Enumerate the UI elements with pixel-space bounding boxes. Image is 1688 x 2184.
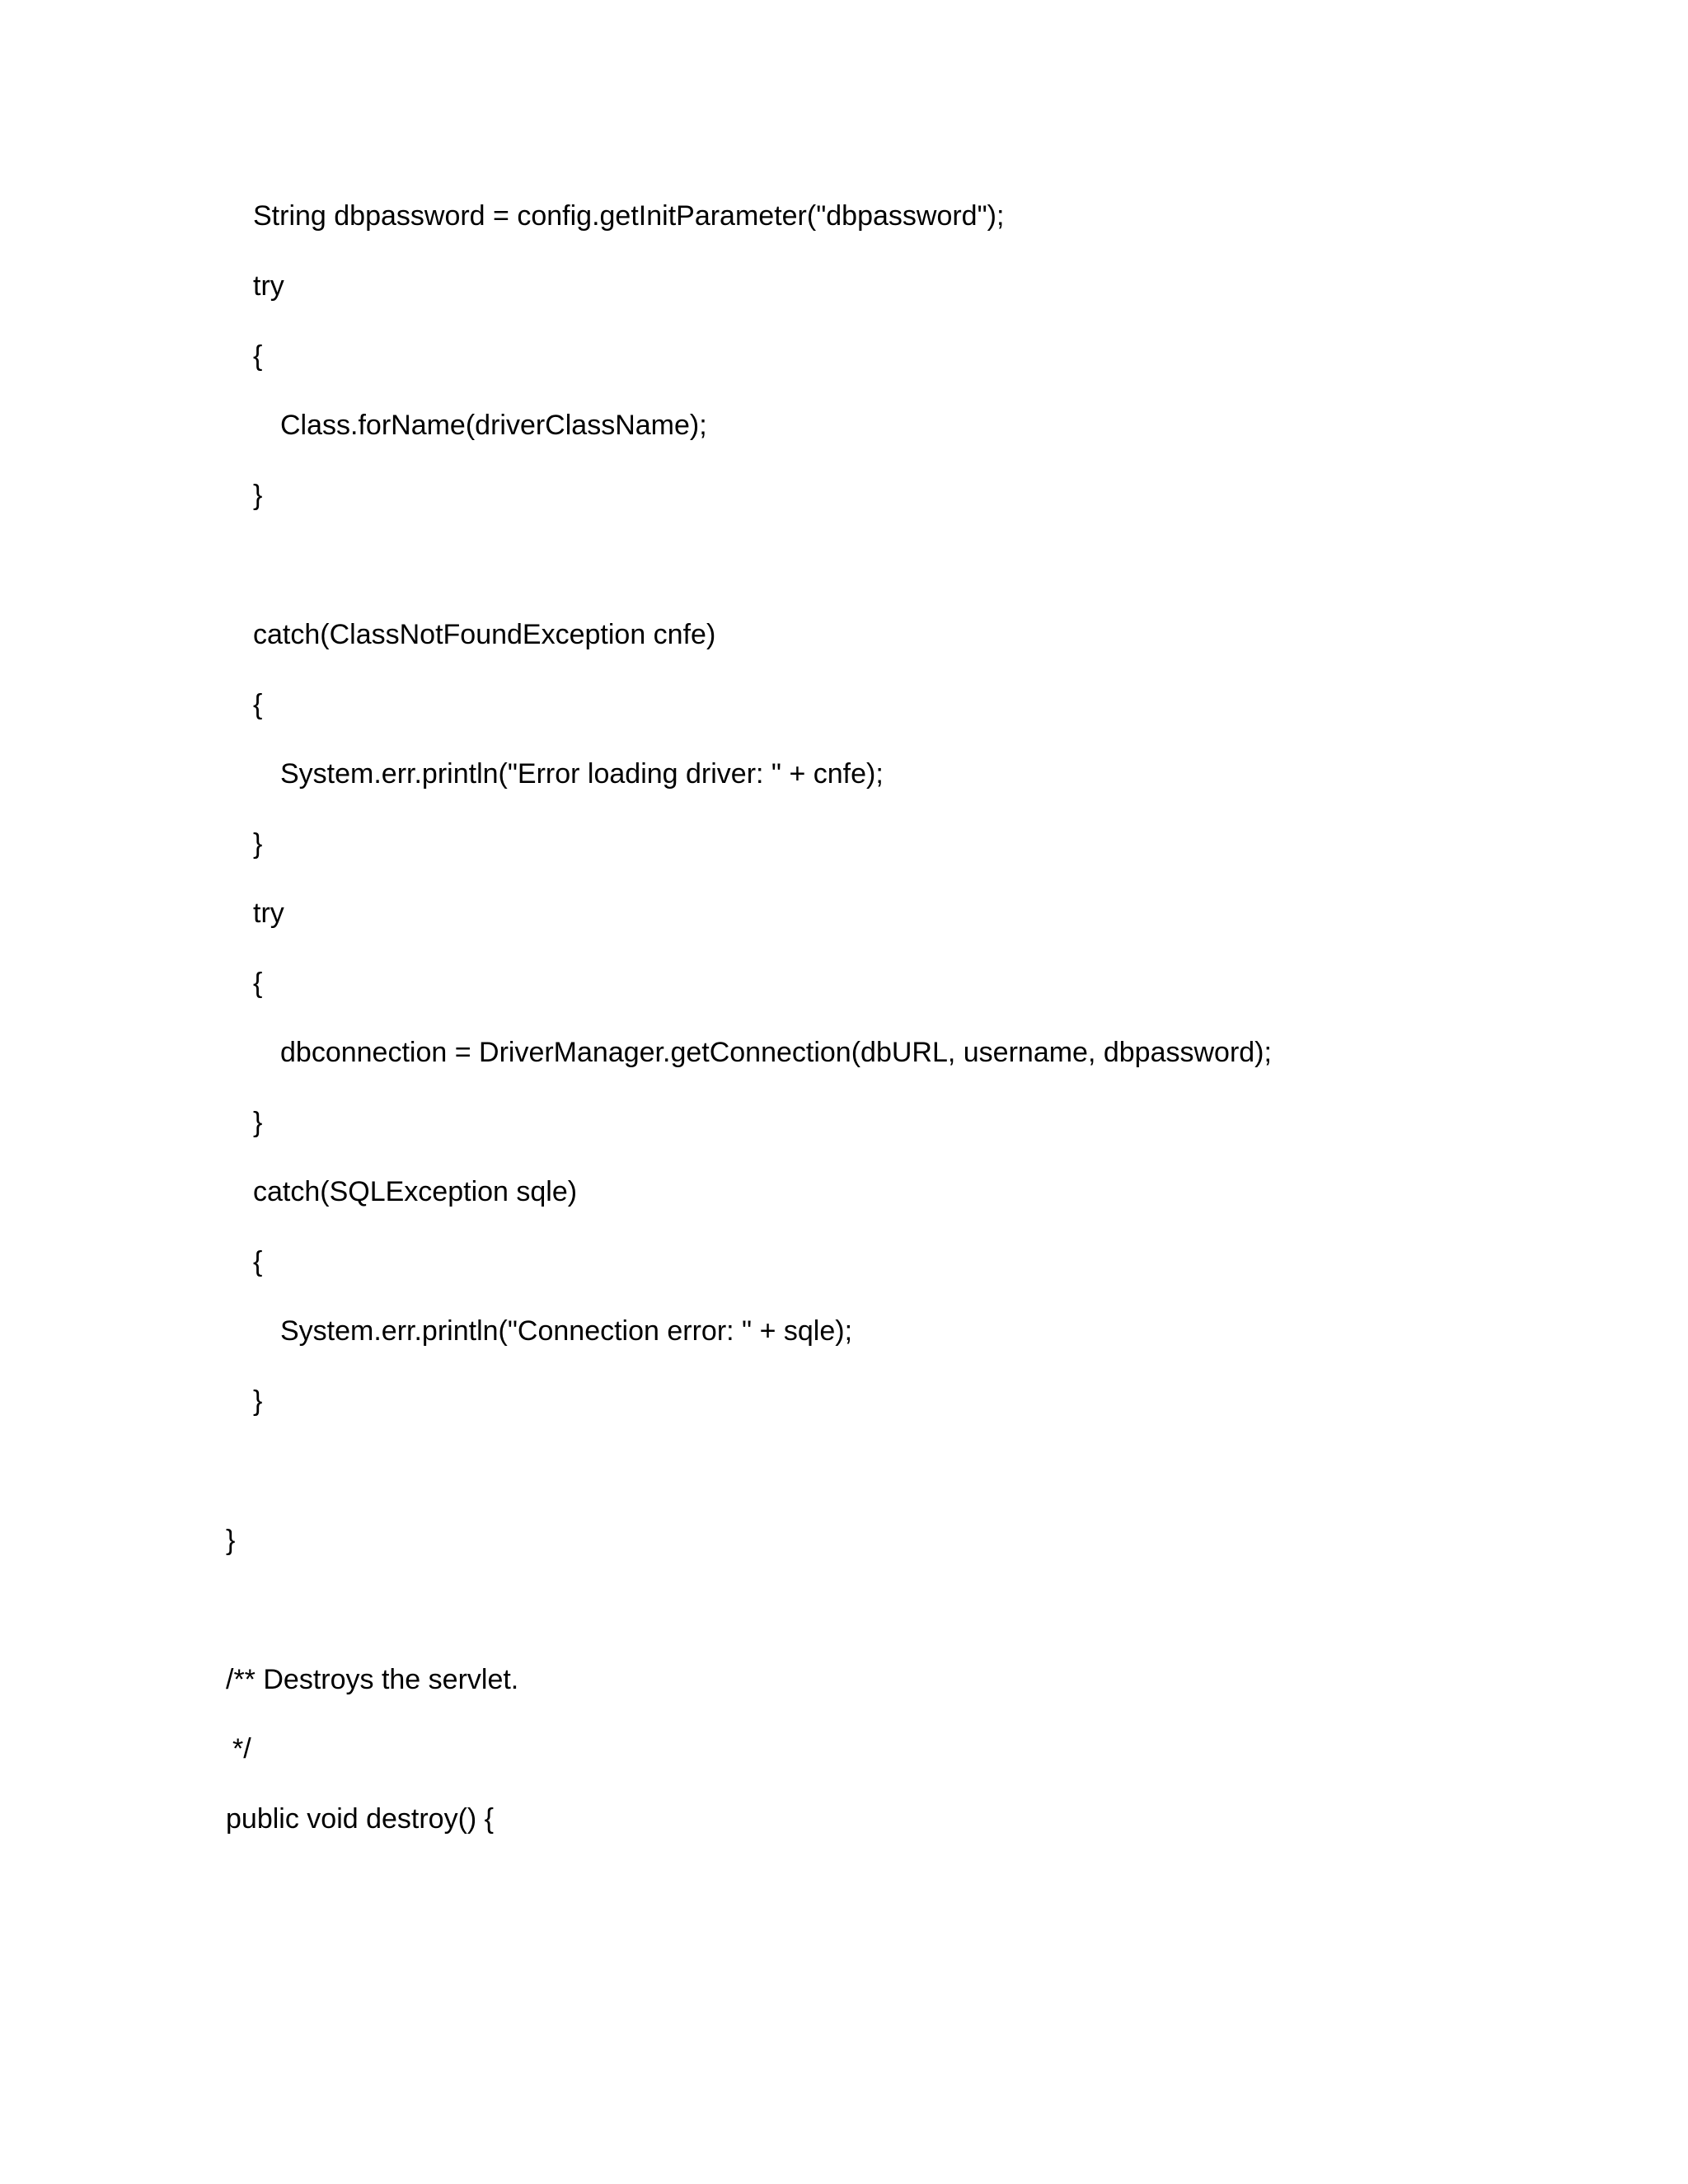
code-line: } (253, 1385, 263, 1417)
code-line: } (226, 1525, 236, 1556)
code-line: try (253, 270, 284, 302)
code-line: dbconnection = DriverManager.getConnection(dbURL, username, dbpassword); (280, 1037, 1272, 1068)
code-line: try (253, 898, 284, 929)
code-line: } (253, 1107, 263, 1138)
code-line: catch(SQLException sqle) (253, 1176, 578, 1207)
code-line: System.err.println("Error loading driver: " + cnfe); (280, 758, 884, 790)
doc-comment-line: */ (232, 1733, 251, 1765)
code-line: { (253, 968, 263, 999)
code-line: public void destroy() { (226, 1803, 495, 1835)
code-line: } (253, 480, 263, 511)
code-line: String dbpassword = config.getInitParameter("dbpassword"); (253, 200, 1005, 232)
code-line: Class.forName(driverClassName); (280, 410, 707, 441)
code-line: { (253, 340, 263, 372)
code-line: { (253, 689, 263, 720)
code-line: System.err.println("Connection error: " + sqle); (280, 1315, 853, 1347)
code-line: { (253, 1246, 263, 1277)
code-line: } (253, 828, 263, 860)
doc-comment-line: /** Destroys the servlet. (226, 1664, 519, 1695)
code-line: catch(ClassNotFoundException cnfe) (253, 619, 716, 650)
